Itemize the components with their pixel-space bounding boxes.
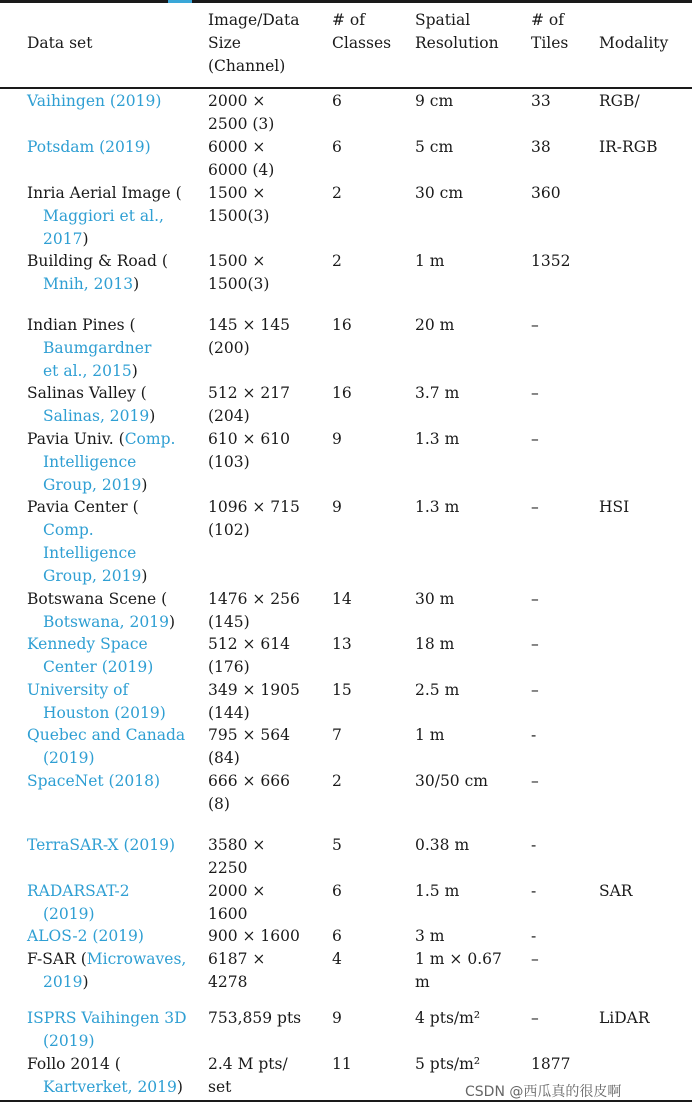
dataset-line [27,1076,183,1099]
modality-cell: RGB/ [599,92,640,110]
tiles-cell: - [531,836,537,854]
classes-cell: 6 [332,882,342,900]
dataset-cell [27,1007,187,1053]
size-line: 1096 × 715 [208,498,300,516]
dataset-line [27,948,186,971]
classes-cell: 7 [332,726,342,744]
dataset-line [27,250,168,273]
modality-cell: HSI [599,498,630,516]
classes-cell: 14 [332,590,352,608]
classes-cell: 13 [332,635,352,653]
resolution-cell: 20 m [415,316,455,334]
size-cell [208,182,269,228]
dataset-line [27,702,166,725]
size-line: 349 × 1905 [208,681,300,699]
classes-cell: 5 [332,836,342,854]
dataset-line [27,724,185,747]
size-line: 753,859 pts [208,1009,302,1027]
closing-paren: ) [149,407,156,425]
classes-cell: 9 [332,430,342,448]
size-line: 1500(3) [208,207,270,225]
size-line: 1500(3) [208,275,270,293]
size-line: (176) [208,658,250,676]
size-line: 2000 × [208,92,266,110]
classes-cell: 2 [332,772,342,790]
header-modality: Modality [599,34,669,52]
size-line: 1600 [208,905,248,923]
dataset-line [27,496,147,519]
dataset-line [27,633,153,656]
resolution-cell: 1 m [415,726,445,744]
dataset-line [27,360,151,383]
citation-link[interactable]: Baumgardner [43,339,152,357]
dataset-cell [27,250,168,296]
watermark: CSDN @西瓜真的很皮啊 [465,1084,622,1100]
citation-link[interactable]: Potsdam (2019) [27,138,151,156]
dataset-cell [27,90,161,113]
size-cell [208,90,274,136]
tiles-cell: - [531,882,537,900]
dataset-line [27,1030,187,1053]
resolution-cell: 30 cm [415,184,464,202]
closing-paren: ) [82,230,89,248]
size-cell [208,250,269,296]
table-top-rule [0,0,692,3]
size-line: 1500 × [208,252,266,270]
header-size: Image/Data Size (Channel) [208,11,300,75]
citation-link[interactable]: Group, 2019 [43,476,142,494]
dataset-name: Salinas Valley ( [27,384,147,402]
size-cell [208,880,265,926]
dataset-cell [27,382,155,428]
size-line: 512 × 614 [208,635,291,653]
header-classes: # of Classes [332,11,392,52]
resolution-cell: 3.7 m [415,384,460,402]
closing-paren: ) [131,362,138,380]
citation-link[interactable]: et al., 2015 [43,362,132,380]
resolution-cell: 4 pts/m² [415,1009,481,1027]
tiles-cell: 1877 [531,1055,571,1073]
dataset-cell [27,182,182,251]
resolution-cell: 0.38 m [415,836,470,854]
dataset-cell [27,880,130,926]
citation-link[interactable]: Center (2019) [43,658,154,676]
dataset-line [27,747,185,770]
citation-link[interactable]: SpaceNet (2018) [27,772,161,790]
size-line: 145 × 145 [208,316,291,334]
size-line: 512 × 217 [208,384,291,402]
dataset-line [27,588,175,611]
size-cell [208,925,300,948]
size-cell [208,633,290,679]
dataset-line [27,90,161,113]
resolution-cell: 9 cm [415,92,454,110]
dataset-cell [27,588,175,634]
dataset-line [27,314,151,337]
citation-link[interactable]: Intelligence [43,544,137,562]
dataset-line [27,656,153,679]
dataset-cell [27,314,151,383]
size-line: set [208,1078,232,1096]
citation-link[interactable]: Houston (2019) [43,704,166,722]
dataset-name: Botswana Scene ( [27,590,168,608]
dataset-line [27,542,147,565]
dataset-line [27,903,130,926]
size-line: (145) [208,613,250,631]
citation-link[interactable]: Salinas, 2019 [43,407,150,425]
size-line: 1476 × 256 [208,590,300,608]
size-line: 900 × 1600 [208,927,300,945]
resolution-cell: 5 pts/m² [415,1055,481,1073]
classes-cell: 2 [332,252,342,270]
size-cell [208,948,265,994]
classes-cell: 11 [332,1055,352,1073]
size-cell [208,1053,288,1099]
citation-link[interactable]: University of [27,681,129,699]
header-dataset: Data set [27,34,93,52]
citation-link[interactable]: 2019 [43,973,83,991]
classes-cell: 2 [332,184,342,202]
table-top-accent [168,0,192,3]
header-resolution: Spatial Resolution [415,11,499,52]
size-cell [208,724,290,770]
size-line: (103) [208,453,250,471]
tiles-cell: – [531,384,539,402]
dataset-line [27,337,151,360]
resolution-cell: 5 cm [415,138,454,156]
dataset-line [27,182,182,205]
tiles-cell: – [531,681,539,699]
dataset-cell [27,496,147,588]
size-cell [208,588,300,634]
size-cell [208,428,290,474]
citation-link[interactable]: Quebec and Canada [27,726,186,744]
tiles-cell: – [531,498,539,516]
classes-cell: 6 [332,92,342,110]
dataset-name: Pavia Univ. ( [27,430,125,448]
citation-link[interactable]: Comp. [124,430,176,448]
dataset-cell [27,679,166,725]
dataset-cell [27,1053,183,1099]
classes-cell: 6 [332,927,342,945]
citation-link[interactable]: 2017 [43,230,83,248]
citation-link[interactable]: Botswana, 2019 [43,613,169,631]
classes-cell: 16 [332,316,352,334]
resolution-cell: 3 m [415,927,445,945]
tiles-cell: – [531,1009,539,1027]
dataset-line [27,1053,183,1076]
dataset-name: Follo 2014 ( [27,1055,121,1073]
size-line: 666 × 666 [208,772,291,790]
modality-cell: SAR [599,882,633,900]
resolution-cell: 1.3 m [415,498,460,516]
dataset-cell [27,136,151,159]
size-cell [208,770,290,816]
size-line: 4278 [208,973,248,991]
citation-link[interactable]: (2019) [43,1032,95,1050]
size-line: 2.4 M pts/ [208,1055,288,1073]
size-line: 6000 × [208,138,266,156]
citation-link[interactable]: Mnih, 2013 [43,275,134,293]
size-line: (8) [208,795,230,813]
citation-link[interactable]: (2019) [43,749,95,767]
dataset-cell [27,428,175,497]
size-cell [208,1007,301,1030]
tiles-cell: - [531,726,537,744]
dataset-line [27,273,168,296]
tiles-cell: 33 [531,92,551,110]
resolution-cell: 30 m [415,590,455,608]
tiles-cell: 38 [531,138,551,156]
closing-paren: ) [141,567,148,585]
citation-link[interactable]: TerraSAR-X (2019) [27,836,176,854]
tiles-cell: – [531,772,539,790]
dataset-line [27,451,175,474]
dataset-cell [27,925,144,948]
dataset-line [27,971,186,994]
dataset-cell [27,770,160,793]
dataset-line [27,834,175,857]
classes-cell: 9 [332,498,342,516]
size-line: (204) [208,407,250,425]
resolution-cell: 1.5 m [415,882,460,900]
size-cell [208,382,290,428]
tiles-cell: – [531,635,539,653]
size-line: (102) [208,521,250,539]
size-cell [208,314,290,360]
size-line: 795 × 564 [208,726,291,744]
size-line: 610 × 610 [208,430,291,448]
size-line: 6000 (4) [208,161,275,179]
dataset-name: Building & Road ( [27,252,168,270]
dataset-line [27,565,147,588]
resolution-cell: 18 m [415,635,455,653]
size-line: 2250 [208,859,248,877]
classes-cell: 4 [332,950,342,968]
size-cell [208,136,274,182]
citation-link[interactable]: ALOS-2 (2019) [27,927,144,945]
tiles-cell: 360 [531,184,561,202]
size-line: 3580 × [208,836,266,854]
citation-link[interactable]: Comp. [43,521,94,539]
citation-link[interactable]: Kartverket, 2019 [43,1078,177,1096]
dataset-line [27,228,182,251]
header-rule [0,87,692,89]
dataset-cell [27,633,153,679]
tiles-cell: – [531,430,539,448]
classes-cell: 15 [332,681,352,699]
citation-link[interactable]: RADARSAT-2 [27,882,130,900]
dataset-line [27,770,160,793]
citation-link[interactable]: Maggiori et al., [43,207,164,225]
size-line: (144) [208,704,250,722]
classes-cell: 16 [332,384,352,402]
dataset-line [27,428,175,451]
citation-link[interactable]: Vaihingen (2019) [27,92,162,110]
size-line: (84) [208,749,240,767]
resolution-cell: 2.5 m [415,681,460,699]
dataset-cell [27,948,186,994]
dataset-line [27,205,182,228]
tiles-cell: - [531,927,537,945]
dataset-name: Indian Pines ( [27,316,136,334]
dataset-name: Pavia Center ( [27,498,139,516]
citation-link[interactable]: Group, 2019 [43,567,142,585]
resolution-cell: 1.3 m [415,430,460,448]
tiles-cell: 1352 [531,252,571,270]
citation-link[interactable]: Microwaves, [86,950,187,968]
closing-paren: ) [168,613,175,631]
dataset-line [27,519,147,542]
citation-link[interactable]: Intelligence [43,453,137,471]
citation-link[interactable]: ISPRS Vaihingen 3D [27,1009,187,1027]
size-line: (200) [208,339,250,357]
modality-cell: IR-RGB [599,138,658,156]
closing-paren: ) [82,973,89,991]
size-cell [208,834,265,880]
dataset-line [27,382,155,405]
classes-cell: 9 [332,1009,342,1027]
resolution-cell: 30/50 cm [415,772,488,790]
dataset-line [27,925,144,948]
dataset-line [27,611,175,634]
dataset-line [27,405,155,428]
citation-link[interactable]: (2019) [43,905,95,923]
tiles-cell: – [531,590,539,608]
closing-paren: ) [176,1078,183,1096]
dataset-name: Inria Aerial Image ( [27,184,182,202]
citation-link[interactable]: Kennedy Space [27,635,148,653]
modality-cell: LiDAR [599,1009,650,1027]
tiles-cell: – [531,316,539,334]
dataset-line [27,679,166,702]
header-tiles: # of Tiles [531,11,569,52]
size-cell [208,679,300,725]
resolution-cell: 1 m × 0.67 m [415,950,502,991]
size-line: 2500 (3) [208,115,275,133]
dataset-line [27,474,175,497]
dataset-line [27,136,151,159]
dataset-cell [27,724,185,770]
resolution-cell: 1 m [415,252,445,270]
classes-cell: 6 [332,138,342,156]
closing-paren: ) [141,476,148,494]
dataset-line [27,880,130,903]
dataset-line [27,1007,187,1030]
size-line: 1500 × [208,184,266,202]
size-line: 6187 × [208,950,266,968]
dataset-name: F-SAR ( [27,950,87,968]
closing-paren: ) [133,275,140,293]
tiles-cell: – [531,950,539,968]
dataset-cell [27,834,175,857]
size-line: 2000 × [208,882,266,900]
size-cell [208,496,300,542]
